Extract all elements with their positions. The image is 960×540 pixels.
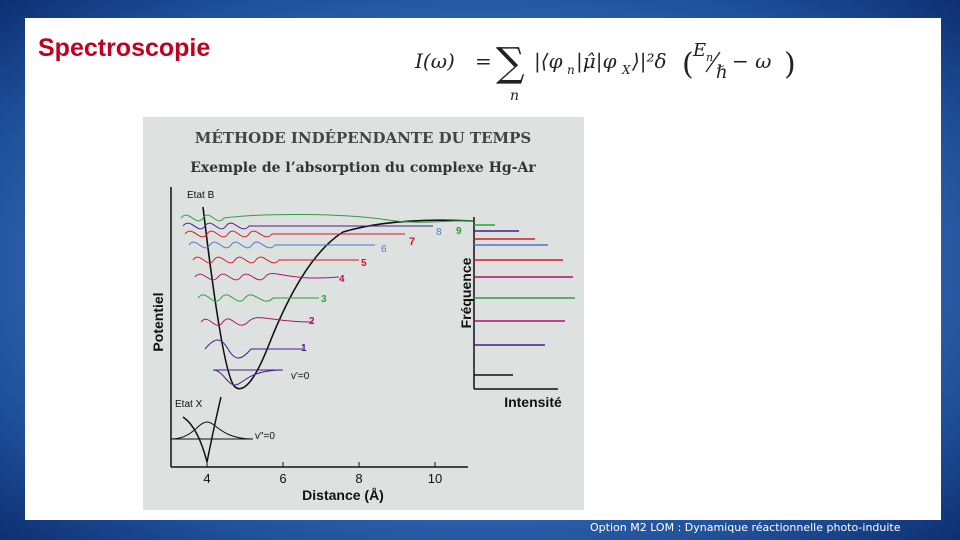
intensity-formula bbox=[410, 30, 810, 105]
level-label-6: 6 bbox=[381, 244, 387, 255]
formula-minus-omega: − ω bbox=[732, 49, 772, 73]
absorption-figure bbox=[143, 117, 584, 510]
formula-dipole: |μ̂|φ bbox=[576, 49, 617, 73]
formula-x-sub: X bbox=[622, 63, 631, 77]
formula-energy-sub: n bbox=[706, 51, 714, 64]
formula-n-sub: n bbox=[567, 63, 575, 77]
x-tick-label: 10 bbox=[427, 471, 443, 486]
level-label-4: 4 bbox=[339, 274, 345, 285]
level-label-1: 1 bbox=[301, 343, 307, 354]
formula-lhs: I(ω) bbox=[415, 49, 455, 73]
formula-bra: |⟨φ bbox=[534, 49, 563, 73]
x-tick-label: 4 bbox=[203, 471, 211, 486]
ground-level-label: v"=0 bbox=[255, 431, 275, 442]
state-b-label: Etat B bbox=[187, 190, 215, 201]
intensity-label: Intensité bbox=[504, 394, 562, 410]
level-label-8: 8 bbox=[436, 227, 442, 238]
x-tick-label: 6 bbox=[279, 471, 287, 486]
x-axis-label: Distance (Å) bbox=[302, 487, 384, 503]
formula-hbar: ℏ bbox=[716, 62, 728, 83]
figure-heading: MÉTHODE INDÉPENDANTE DU TEMPS bbox=[194, 129, 532, 147]
level-label-7: 7 bbox=[409, 236, 416, 248]
level-label-2: 2 bbox=[309, 316, 315, 327]
formula-paren-open: ( bbox=[682, 47, 694, 82]
formula-delta: ⟩|²δ bbox=[632, 49, 667, 73]
formula-paren-close: ) bbox=[784, 47, 796, 82]
level-label-0: v'=0 bbox=[291, 371, 310, 382]
y-axis-label: Potentiel bbox=[150, 292, 166, 352]
level-label-5: 5 bbox=[361, 258, 367, 269]
slide-footer: Option M2 LOM : Dynamique réactionnelle photo-induite bbox=[590, 521, 901, 534]
formula-sum-index: n bbox=[510, 88, 520, 104]
formula-equals: = bbox=[475, 49, 492, 73]
x-tick-label: 8 bbox=[355, 471, 363, 486]
frequency-label: Fréquence bbox=[458, 257, 474, 329]
figure-subheading: Exemple de l’absorption du complexe Hg-Ar bbox=[190, 160, 536, 176]
level-label-3: 3 bbox=[321, 294, 327, 305]
slide-title: Spectroscopie bbox=[38, 34, 211, 62]
formula-energy: E bbox=[693, 40, 707, 61]
formula-sum: ∑ bbox=[496, 40, 525, 86]
state-x-label: Etat X bbox=[175, 399, 203, 410]
level-label-9: 9 bbox=[456, 226, 462, 237]
